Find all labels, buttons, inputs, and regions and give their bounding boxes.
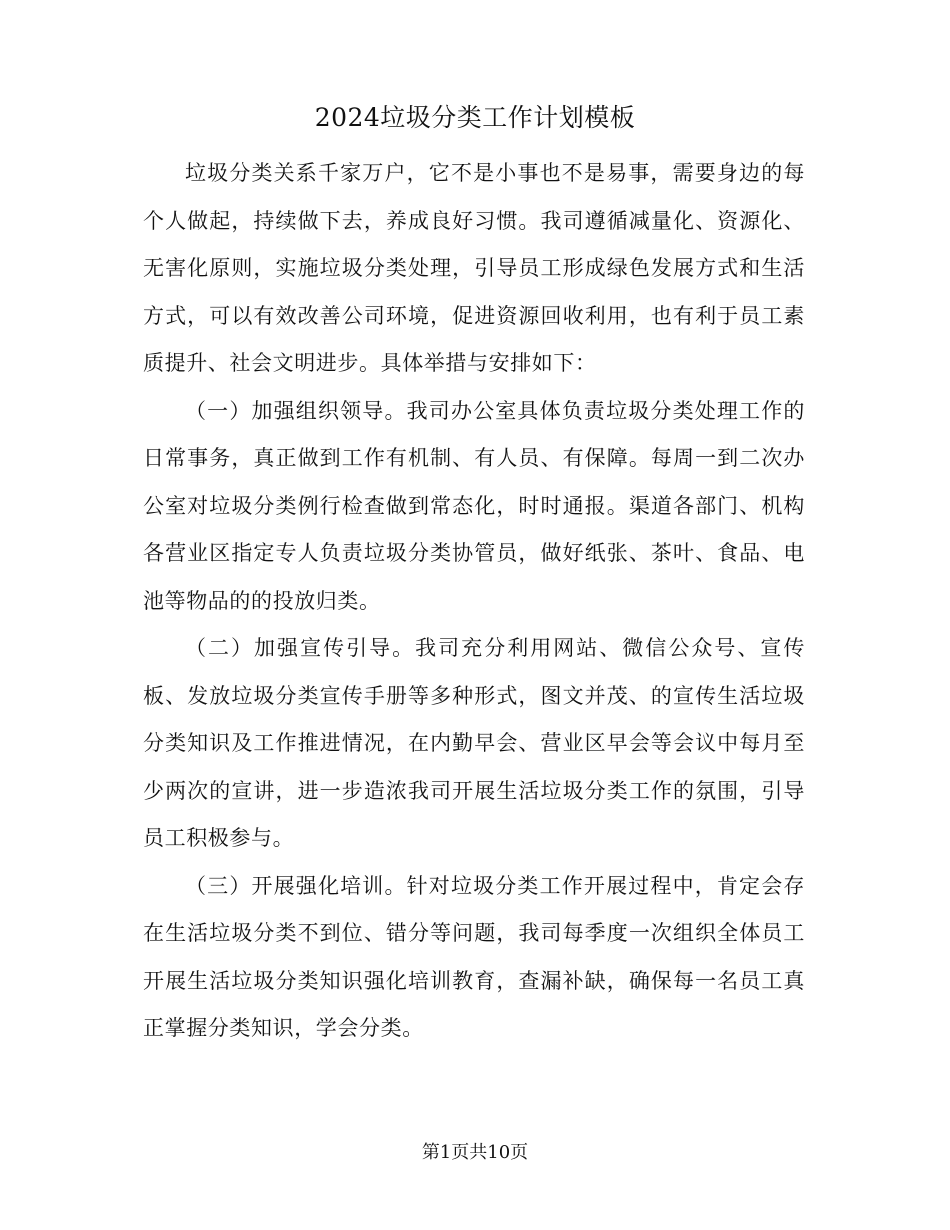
paragraph-training: （三）开展强化培训。针对垃圾分类工作开展过程中，肯定会存在生活垃圾分类不到位、错分等问题，我司每季度一次组织全体员工开展生活垃圾分类知识强化培训教育，查漏补缺，确保每一名员工真正掌握分类知识，学会分类。 xyxy=(143,873,805,1040)
paragraph-intro: 垃圾分类关系千家万户，它不是小事也不是易事，需要身边的每个人做起，持续做下去，养成良好习惯。我司遵循减量化、资源化、无害化原则，实施垃圾分类处理，引导员工形成绿色发展方式和生活方式，可以有效改善公司环境，促进资源回收利用，也有利于员工素质提升、社会文明进步。具体举措与安排如下： xyxy=(143,161,805,375)
document-body xyxy=(143,150,805,1053)
paragraph-organization: （一）加强组织领导。我司办公室具体负责垃圾分类处理工作的日常事务，真正做到工作有机制、有人员、有保障。每周一到二次办公室对垃圾分类例行检查做到常态化，时时通报。渠道各部门、机构各营业区指定专人负责垃圾分类协管员，做好纸张、茶叶、食品、电池等物品的的投放归类。 xyxy=(143,398,805,613)
paragraph-publicity: （二）加强宣传引导。我司充分利用网站、微信公众号、宣传板、发放垃圾分类宣传手册等多种形式，图文并茂、的宣传生活垃圾分类知识及工作推进情况，在内勤早会、营业区早会等会议中每月至少两次的宣讲，进一步造浓我司开展生活垃圾分类工作的氛围，引导员工积极参与。 xyxy=(143,636,805,850)
page-number-footer: 第1页共10页 xyxy=(421,1142,529,1163)
document-title: 2024垃圾分类工作计划模板 xyxy=(314,103,636,132)
